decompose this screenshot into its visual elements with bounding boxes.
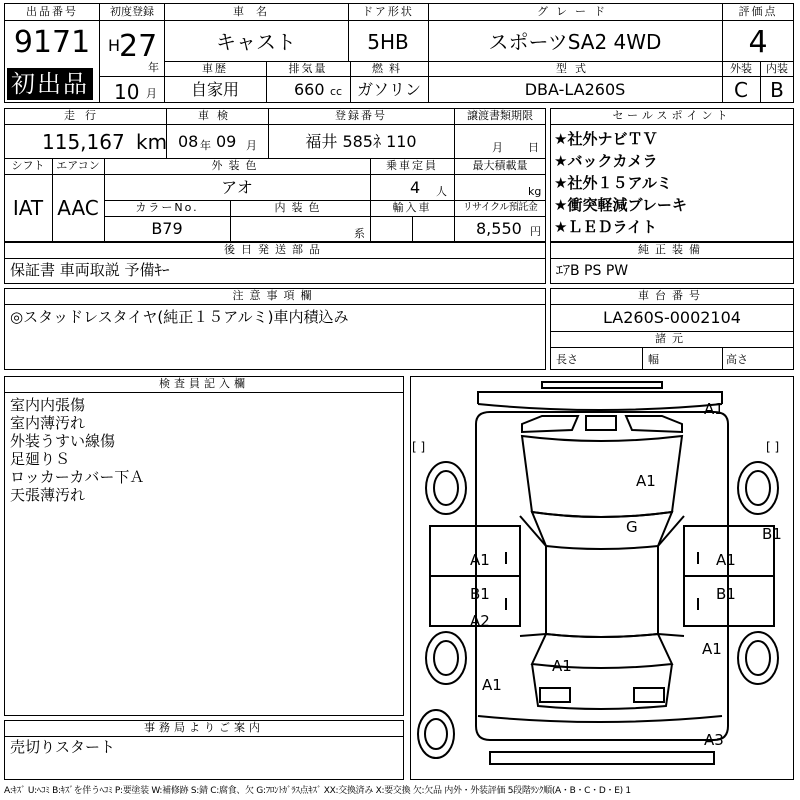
- car-name-label: 車名: [233, 5, 279, 18]
- damage-front-bumper: A1: [704, 400, 724, 418]
- chassis-number: LA260S-0002104: [603, 308, 741, 327]
- inspector-note: 足廻りＳ: [10, 450, 71, 468]
- damage-left-rear-door: A2: [470, 612, 490, 630]
- interior-grade: B: [770, 78, 784, 102]
- grade: スポーツSA2 4WD: [488, 30, 662, 54]
- damage-right-front-door: A1: [716, 551, 736, 569]
- dimensions-title: 諸元: [655, 332, 689, 345]
- damage-right-rear-fender: A1: [702, 640, 722, 658]
- caution-title: 注意事項欄: [232, 289, 318, 302]
- inspection-month-unit: 月: [246, 139, 257, 152]
- shift-value: IAT: [12, 196, 44, 220]
- registration-month: 10: [114, 80, 140, 104]
- displacement-label: 排気量: [288, 62, 328, 75]
- transfer-label: 譲渡書類期限: [467, 109, 533, 122]
- shift-label: シフト: [11, 159, 45, 172]
- office-title: 事務局よりご案内: [144, 721, 264, 734]
- inspector-note: 外装うすい線傷: [10, 432, 116, 450]
- inspector-note: 室内薄汚れ: [10, 414, 86, 432]
- office-value: 売切りスタート: [10, 738, 116, 756]
- first-listing-badge: 初出品: [7, 68, 93, 100]
- inspector-note: ロッカーカバー下Ａ: [10, 468, 145, 486]
- car-diagram: [410, 376, 794, 780]
- height-label: 高さ: [726, 353, 748, 366]
- sales-point-item: ★バックカメラ: [554, 152, 658, 170]
- fuel-value: ガソリン: [356, 80, 421, 99]
- displacement-unit: cc: [330, 85, 343, 98]
- length-label: 長さ: [556, 353, 578, 366]
- model-value: DBA-LA260S: [524, 80, 626, 99]
- damage-roof: G: [626, 518, 638, 536]
- damage-hood: A1: [636, 472, 656, 490]
- mileage-value: 115,167: [42, 130, 125, 154]
- detail-section: [4, 108, 546, 242]
- max-load-label: 最大積載量: [472, 159, 528, 172]
- interior-color-unit: 系: [354, 227, 365, 240]
- inspector-title: 検査員記入欄: [159, 377, 249, 390]
- door-type: 5HB: [367, 30, 409, 54]
- width-label: 幅: [648, 353, 659, 366]
- interior-color-label: 内装色: [274, 201, 326, 214]
- fuel-label: 燃料: [372, 62, 406, 75]
- equipment-title: 純正装備: [638, 243, 706, 256]
- door-label: ドア形状: [362, 5, 414, 18]
- exterior-color-label: 外装色: [211, 159, 263, 172]
- exterior-label: 外装: [730, 62, 752, 75]
- inspection-year-unit: 年: [200, 139, 211, 152]
- inspector-note: 天張薄汚れ: [10, 486, 86, 504]
- sales-point-item: ★ＬＥＤライト: [554, 218, 657, 236]
- capacity-unit: 人: [436, 185, 447, 198]
- sales-point-item: ★社外１５アルミ: [554, 174, 672, 192]
- damage-rear-panel: A1: [552, 657, 572, 675]
- color-number-label: カラーNo.: [135, 201, 199, 214]
- damage-rear-bumper: A3: [704, 731, 724, 749]
- ac-value: AAC: [57, 196, 99, 220]
- inspection-label: 車検: [198, 109, 236, 122]
- damage-legend: A:ｷｽﾞ U:ﾍｺﾐ B:ｷｽﾞを伴うﾍｺﾐ P:要塗装 W:補修跡 S:錆 C:腐食、欠 G:ﾌﾛﾝﾄｶﾞﾗｽ点ｷｽﾞ XX:交換済み X:要交換 欠:欠品 内外・外装評価 5段階ﾗﾝｸ順(A・B・C・D・E) 1: [4, 786, 631, 796]
- registration-label: 初度登録: [110, 5, 154, 18]
- ac-label: エアコン: [56, 159, 100, 172]
- history-value: 自家用: [190, 80, 239, 99]
- exterior-grade: C: [734, 78, 748, 102]
- chassis-title: 車台番号: [638, 289, 706, 302]
- capacity-label: 乗車定員: [386, 159, 438, 172]
- registration-year-unit: 年: [148, 61, 159, 74]
- damage-right-fender: B1: [762, 525, 782, 543]
- mileage-unit: km: [136, 130, 168, 154]
- import-label: 輸入車: [392, 201, 432, 214]
- inspection-year: 08: [178, 132, 199, 151]
- grade-label: グレード: [537, 5, 613, 18]
- damage-left-front-door: B1: [470, 585, 490, 603]
- history-label: 車歴: [202, 62, 228, 75]
- damage-left-rear-fender: A1: [482, 676, 502, 694]
- registration-month-unit: 月: [146, 87, 157, 100]
- color-number: B79: [151, 219, 183, 238]
- registration-era: H: [108, 36, 121, 55]
- sales-points-list: [554, 128, 687, 238]
- model-label: 型式: [556, 62, 594, 75]
- sales-points-title: セールスポイント: [612, 109, 732, 122]
- capacity-value: 4: [410, 178, 421, 197]
- displacement-value: 660: [294, 80, 325, 99]
- recycle-unit: 円: [530, 225, 541, 238]
- score: 4: [748, 25, 768, 60]
- registration-year: 27: [119, 29, 158, 64]
- transfer-day-unit: 日: [528, 141, 539, 154]
- damage-left-front-fender: A1: [470, 551, 490, 569]
- recycle-value: 8,550: [476, 219, 522, 238]
- damage-right-rear-door: B1: [716, 585, 736, 603]
- interior-label: 内装: [766, 62, 788, 75]
- recycle-label: リサイクル預託金: [462, 202, 538, 213]
- score-label: 評価点: [738, 5, 778, 18]
- plate-label: 登録番号: [335, 109, 387, 122]
- lot-number: 9171: [13, 25, 91, 60]
- plate-number: 福井 585ﾈ 110: [305, 132, 417, 151]
- mileage-label: 走行: [64, 109, 106, 122]
- inspector-note: 室内内張傷: [10, 396, 86, 414]
- caution-value: ◎スタッドレスタイヤ(純正１５アルミ)車内積込み: [10, 308, 349, 326]
- inspection-month: 09: [216, 132, 237, 151]
- lot-label: 出品番号: [26, 5, 78, 18]
- equipment-value: ｴｱB PS PW: [556, 263, 629, 279]
- later-parts-value: 保証書 車両取説 予備ｷｰ: [10, 261, 170, 279]
- transfer-month-unit: 月: [492, 141, 503, 154]
- sales-point-item: ★衝突軽減ブレーキ: [554, 196, 687, 214]
- car-name: キャスト: [216, 30, 296, 54]
- exterior-color: アオ: [221, 178, 253, 197]
- damage-bracket-left: [ ]: [412, 440, 426, 454]
- inspector-notes: [10, 396, 144, 504]
- later-parts-title: 後日発送部品: [224, 243, 326, 256]
- max-load-unit: kg: [528, 185, 542, 198]
- damage-bracket-right: [ ]: [766, 440, 780, 454]
- sales-point-item: ★社外ナビＴＶ: [554, 130, 658, 148]
